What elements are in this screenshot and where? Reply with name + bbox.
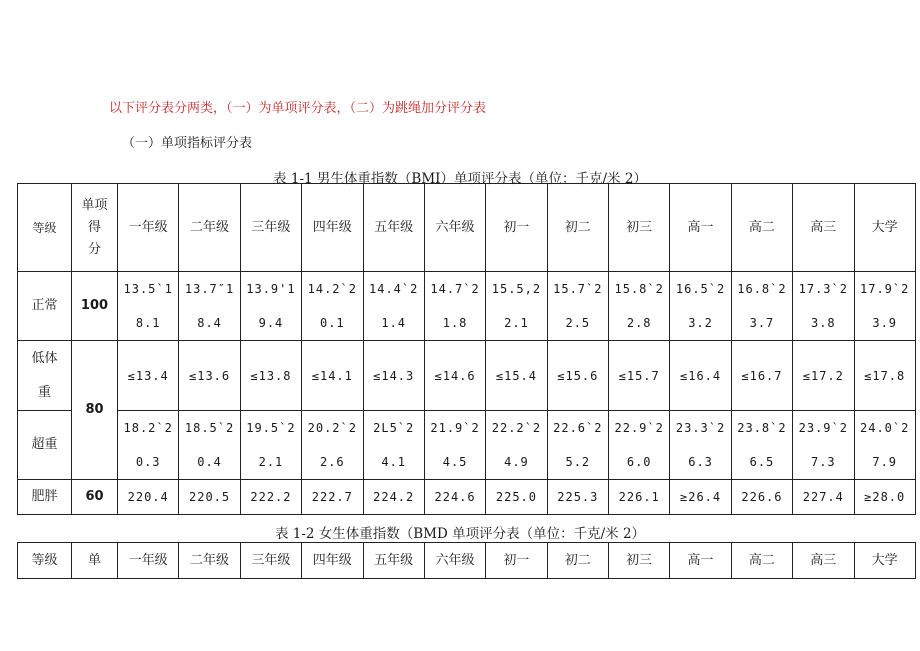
section-title: （一）单项指标评分表 bbox=[122, 136, 253, 151]
grade-header: 高三 bbox=[793, 543, 854, 579]
normal-row bbox=[18, 272, 916, 341]
low-cell: ≤17.2 bbox=[793, 341, 854, 411]
normal-cell bbox=[670, 272, 731, 341]
grade-header: 高一 bbox=[670, 184, 731, 272]
grade-header: 初二 bbox=[547, 184, 608, 272]
obese-cell: 222.7 bbox=[302, 480, 363, 515]
range-end: 8.4 bbox=[197, 316, 222, 330]
score-obese: 60 bbox=[72, 480, 118, 515]
over-cell bbox=[731, 411, 792, 480]
range-start: 22.2`2 bbox=[491, 421, 542, 435]
normal-cell bbox=[486, 272, 547, 341]
female-bmi-table bbox=[17, 542, 916, 579]
normal-cell bbox=[363, 272, 424, 341]
grade-header: 六年级 bbox=[424, 543, 485, 579]
range-start: 23.9`2 bbox=[798, 421, 848, 435]
range-start: 14.7`2 bbox=[430, 282, 480, 296]
header-score: 单 bbox=[72, 543, 118, 579]
over-cell bbox=[793, 411, 854, 480]
over-cell bbox=[240, 411, 301, 480]
obese-cell: ≥28.0 bbox=[854, 480, 915, 515]
normal-cell bbox=[179, 272, 240, 341]
grade-header: 五年级 bbox=[363, 543, 424, 579]
over-cell bbox=[302, 411, 363, 480]
low-cell: ≤15.6 bbox=[547, 341, 608, 411]
low-cell: ≤13.4 bbox=[118, 341, 179, 411]
range-end: 3.7 bbox=[749, 316, 775, 330]
obese-cell: 224.6 bbox=[424, 480, 485, 515]
range-start: 17.9`2 bbox=[860, 282, 910, 296]
normal-cell bbox=[118, 272, 179, 341]
grade-header: 初三 bbox=[609, 543, 670, 579]
overweight-row bbox=[18, 411, 916, 480]
level-normal: 正常 bbox=[18, 272, 72, 341]
low-cell: ≤15.7 bbox=[609, 341, 670, 411]
range-start: 14.4`2 bbox=[369, 282, 419, 296]
normal-cell bbox=[547, 272, 608, 341]
grade-header: 四年级 bbox=[302, 543, 363, 579]
normal-cell bbox=[302, 272, 363, 341]
grade-header: 三年级 bbox=[240, 543, 301, 579]
range-end: 6.0 bbox=[626, 455, 652, 469]
male-bmi-table bbox=[17, 183, 916, 515]
low-cell: ≤13.6 bbox=[179, 341, 240, 411]
range-end: 1.8 bbox=[442, 316, 468, 330]
obese-row bbox=[18, 480, 916, 515]
grade-header: 高二 bbox=[731, 184, 792, 272]
header-score-line1: 单项 bbox=[81, 197, 108, 213]
range-start: 23.3`2 bbox=[675, 421, 726, 435]
table2-caption: 表 1-2 女生体重指数（BMD 单项评分表（单位：千克/米 2） bbox=[274, 526, 646, 542]
low-cell: ≤13.8 bbox=[240, 341, 301, 411]
low-cell: ≤14.3 bbox=[363, 341, 424, 411]
grade-header: 二年级 bbox=[179, 543, 240, 579]
grade-header: 高三 bbox=[793, 184, 854, 272]
over-cell bbox=[363, 411, 424, 480]
range-end: 5.2 bbox=[565, 455, 591, 469]
obese-cell: 220.5 bbox=[179, 480, 240, 515]
range-start: 21.9`2 bbox=[430, 421, 480, 435]
grade-header: 四年级 bbox=[302, 184, 363, 272]
over-cell bbox=[547, 411, 608, 480]
normal-cell bbox=[609, 272, 670, 341]
range-end: 6.5 bbox=[749, 455, 775, 469]
range-start: 22.6`2 bbox=[553, 421, 603, 435]
range-end: 2.6 bbox=[319, 455, 345, 469]
range-end: 0.3 bbox=[135, 455, 161, 469]
range-end: 7.9 bbox=[872, 455, 898, 469]
range-start: 18.2`2 bbox=[123, 421, 173, 435]
grade-header: 五年级 bbox=[363, 184, 424, 272]
obese-cell: 225.3 bbox=[547, 480, 608, 515]
grade-header: 二年级 bbox=[179, 184, 240, 272]
grade-header: 初二 bbox=[547, 543, 608, 579]
obese-cell: 224.2 bbox=[363, 480, 424, 515]
range-start: 14.2`2 bbox=[307, 282, 357, 296]
range-start: 24.0`2 bbox=[860, 421, 910, 435]
intro-text: 以下评分表分两类，（一）为单项评分表，（二）为跳绳加分评分表 bbox=[109, 101, 487, 116]
grade-header: 一年级 bbox=[118, 184, 179, 272]
header-score bbox=[72, 184, 118, 272]
grade-header: 高二 bbox=[731, 543, 792, 579]
range-end: 2.1 bbox=[258, 455, 284, 469]
range-end: 4.5 bbox=[442, 455, 468, 469]
low-weight-row bbox=[18, 341, 916, 411]
level-overweight: 超重 bbox=[18, 411, 72, 480]
obese-cell: 227.4 bbox=[793, 480, 854, 515]
normal-cell bbox=[731, 272, 792, 341]
header-score-line3: 分 bbox=[87, 241, 101, 257]
score-80: 80 bbox=[72, 341, 118, 480]
range-start: 15.8`2 bbox=[614, 282, 664, 296]
header-row bbox=[18, 543, 916, 579]
range-end: 4.1 bbox=[381, 455, 407, 469]
range-start: 23.8`2 bbox=[737, 421, 787, 435]
obese-cell: 220.4 bbox=[118, 480, 179, 515]
normal-cell bbox=[240, 272, 301, 341]
grade-header: 初一 bbox=[486, 184, 547, 272]
header-level: 等级 bbox=[18, 184, 72, 272]
grade-header: 高一 bbox=[670, 543, 731, 579]
range-end: 3.2 bbox=[688, 316, 713, 330]
over-cell bbox=[179, 411, 240, 480]
range-start: 22.9`2 bbox=[614, 421, 664, 435]
range-start: 13.9'1 bbox=[246, 282, 296, 296]
range-end: 1.4 bbox=[381, 316, 407, 330]
header-row bbox=[18, 184, 916, 272]
obese-cell: 226.1 bbox=[609, 480, 670, 515]
over-cell bbox=[609, 411, 670, 480]
range-start: 15.7`2 bbox=[553, 282, 603, 296]
normal-cell bbox=[793, 272, 854, 341]
range-end: 0.1 bbox=[319, 316, 345, 330]
range-end: 3.9 bbox=[872, 316, 898, 330]
table1-caption: 表 1-1 男生体重指数（BMI）单项评分表（单位：千克/米 2） bbox=[273, 171, 647, 187]
grade-header: 大学 bbox=[854, 184, 915, 272]
level-low-weight bbox=[18, 341, 72, 411]
range-start: 2L5`2 bbox=[373, 421, 415, 435]
range-end: 2.1 bbox=[504, 316, 529, 330]
range-end: 6.3 bbox=[688, 455, 713, 469]
grade-header: 初三 bbox=[609, 184, 670, 272]
normal-cell bbox=[854, 272, 915, 341]
over-cell bbox=[854, 411, 915, 480]
range-start: 19.5`2 bbox=[246, 421, 296, 435]
range-end: 3.8 bbox=[810, 316, 836, 330]
low-cell: ≤17.8 bbox=[854, 341, 915, 411]
range-start: 17.3`2 bbox=[798, 282, 848, 296]
obese-cell: 222.2 bbox=[240, 480, 301, 515]
grade-header: 大学 bbox=[854, 543, 915, 579]
range-end: 2.5 bbox=[565, 316, 591, 330]
grade-header: 一年级 bbox=[118, 543, 179, 579]
low-cell: ≤16.7 bbox=[731, 341, 792, 411]
range-start: 16.8`2 bbox=[737, 282, 787, 296]
grade-header: 三年级 bbox=[240, 184, 301, 272]
low-cell: ≤15.4 bbox=[486, 341, 547, 411]
header-level: 等级 bbox=[18, 543, 72, 579]
range-end: 7.3 bbox=[810, 455, 836, 469]
low-cell: ≤14.1 bbox=[302, 341, 363, 411]
grade-header: 六年级 bbox=[424, 184, 485, 272]
range-start: 16.5`2 bbox=[675, 282, 726, 296]
obese-cell: 225.0 bbox=[486, 480, 547, 515]
level-low-line1: 低体 bbox=[31, 350, 58, 366]
over-cell bbox=[670, 411, 731, 480]
range-end: 8.1 bbox=[135, 316, 161, 330]
over-cell bbox=[118, 411, 179, 480]
obese-cell: 226.6 bbox=[731, 480, 792, 515]
range-end: 4.9 bbox=[504, 455, 529, 469]
range-start: 20.2`2 bbox=[307, 421, 357, 435]
range-start: 18.5`2 bbox=[184, 421, 235, 435]
over-cell bbox=[424, 411, 485, 480]
level-low-line2: 重 bbox=[37, 384, 51, 400]
range-end: 0.4 bbox=[197, 455, 222, 469]
low-cell: ≤14.6 bbox=[424, 341, 485, 411]
range-start: 15.5,2 bbox=[491, 282, 542, 296]
obese-cell: ≥26.4 bbox=[670, 480, 731, 515]
low-cell: ≤16.4 bbox=[670, 341, 731, 411]
range-end: 9.4 bbox=[258, 316, 284, 330]
normal-cell bbox=[424, 272, 485, 341]
over-cell bbox=[486, 411, 547, 480]
grade-header: 初一 bbox=[486, 543, 547, 579]
score-normal: 100 bbox=[72, 272, 118, 341]
range-end: 2.8 bbox=[626, 316, 652, 330]
level-obese: 肥胖 bbox=[18, 480, 72, 515]
range-start: 13.5`1 bbox=[123, 282, 173, 296]
header-score-line2: 得 bbox=[87, 219, 101, 235]
range-start: 13.7″1 bbox=[184, 282, 235, 296]
